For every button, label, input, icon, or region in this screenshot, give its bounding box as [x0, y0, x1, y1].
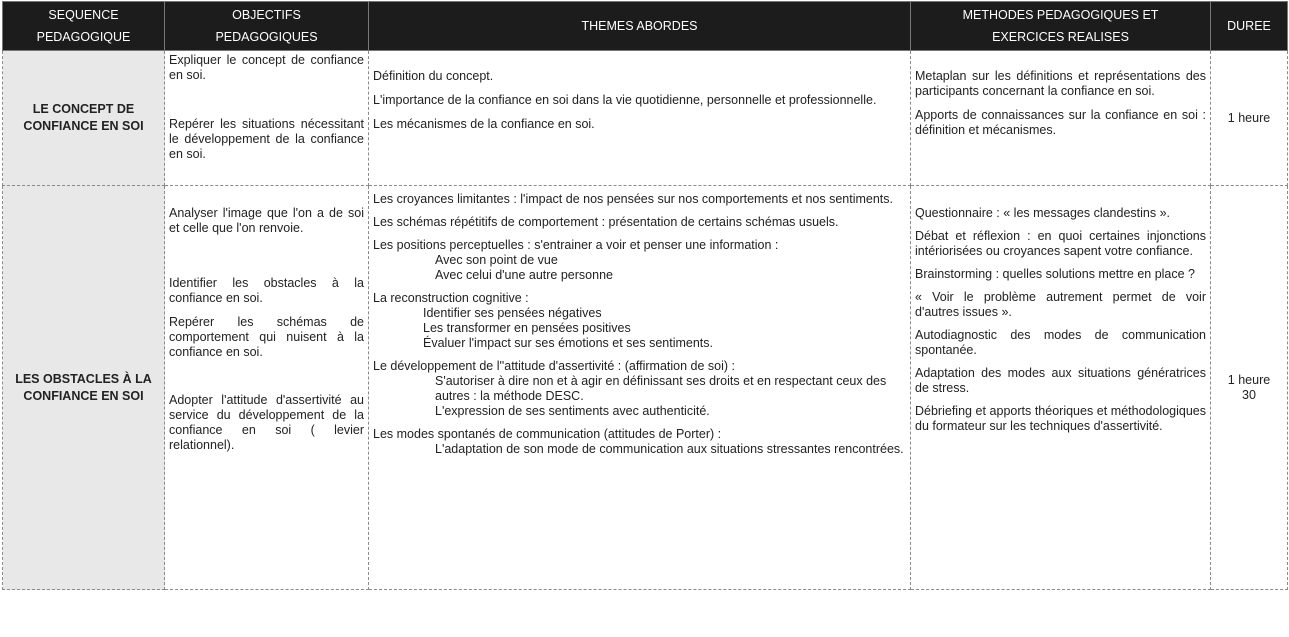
header-themes: THEMES ABORDES [369, 2, 911, 51]
theme-subitem: Évaluer l'impact sur ses émotions et ses sentiments. [423, 336, 714, 350]
pedagogical-table [2, 1, 1288, 590]
duree-cell: 1 heure [1211, 51, 1288, 186]
objective: Expliquer le concept de confiance en soi. [169, 53, 364, 82]
theme-subitem: L'adaptation de son mode de communication aux situations stressantes rencontrées. [435, 442, 904, 456]
header-sequence: SEQUENCE PEDAGOGIQUE [3, 2, 165, 51]
table-row [3, 51, 1288, 186]
duree-cell: 1 heure 30 [1211, 186, 1288, 590]
method-item: Brainstorming : quelles solutions mettre en place ? [915, 267, 1196, 281]
theme-item: Les positions perceptuelles : s'entrainer a voir et penser une information : [373, 238, 779, 252]
theme-item: Le développement de l''attitude d'assertivité : (affirmation de soi) : [373, 359, 735, 373]
method-item: Débriefing et apports théoriques et méthodologiques du formateur sur les techniques d'assertivité. [915, 404, 1206, 433]
method-item: Autodiagnostic des modes de communication spontanée. [915, 328, 1206, 357]
theme-item: Les croyances limitantes : l'impact de nos pensées sur nos comportements et nos sentiments. [373, 192, 893, 206]
theme-item: La reconstruction cognitive : [373, 291, 529, 305]
theme-subitem: Identifier ses pensées négatives [423, 306, 602, 320]
theme-item: Les modes spontanés de communication (attitudes de Porter) : [373, 427, 722, 441]
method-item: Questionnaire : « les messages clandestins ». [915, 206, 1170, 220]
sequence-cell: LES OBSTACLES À LA CONFIANCE EN SOI [3, 186, 165, 590]
objective: Repérer les situations nécessitant le développement de la confiance en soi. [169, 117, 364, 161]
objectifs-cell [165, 51, 369, 186]
theme-subitem: L'expression de ses sentiments avec authenticité. [435, 404, 710, 418]
header-row [3, 2, 1288, 51]
header-objectifs: OBJECTIFS PEDAGOGIQUES [165, 2, 369, 51]
sequence-cell: LE CONCEPT DE CONFIANCE EN SOI [3, 51, 165, 186]
table-row [3, 186, 1288, 590]
method-item: Adaptation des modes aux situations génératrices de stress. [915, 366, 1206, 395]
objective: Repérer les schémas de comportement qui nuisent à la confiance en soi. [169, 315, 364, 359]
theme-subitem: Avec son point de vue [435, 253, 558, 267]
theme-item: Les mécanismes de la confiance en soi. [373, 117, 595, 131]
theme-item: Définition du concept. [373, 69, 494, 83]
themes-cell [369, 186, 911, 590]
header-duree: DUREE [1211, 2, 1288, 51]
theme-item: L'importance de la confiance en soi dans la vie quotidienne, personnelle et professionnelle. [373, 93, 877, 107]
method-item: Metaplan sur les définitions et représentations des participants concernant la confiance en soi. [915, 69, 1206, 98]
theme-subitem: Les transformer en pensées positives [423, 321, 631, 335]
objective: Adopter l'attitude d'assertivité au service du développement de la confiance en soi ( levier relationnel). [169, 393, 364, 452]
theme-subitem: Avec celui d'une autre personne [435, 268, 613, 282]
objective: Analyser l'image que l'on a de soi et celle que l'on renvoie. [169, 206, 364, 235]
header-methodes: METHODES PEDAGOGIQUES ET EXERCICES REALISES [911, 2, 1211, 51]
method-item: « Voir le problème autrement permet de voir d'autres issues ». [915, 290, 1206, 319]
method-item: Débat et réflexion : en quoi certaines injonctions intériorisées ou croyances sapent votre confiance. [915, 229, 1206, 258]
theme-subitem: S'autoriser à dire non et à agir en définissant ses droits et en respectant ceux des autres : la méthode DESC. [435, 374, 887, 403]
objective: Identifier les obstacles à la confiance en soi. [169, 276, 364, 305]
methodes-cell [911, 186, 1211, 590]
themes-cell [369, 51, 911, 186]
theme-item: Les schémas répétitifs de comportement : présentation de certains schémas usuels. [373, 215, 839, 229]
methodes-cell [911, 51, 1211, 186]
objectifs-cell [165, 186, 369, 590]
method-item: Apports de connaissances sur la confiance en soi : définition et mécanismes. [915, 108, 1206, 137]
